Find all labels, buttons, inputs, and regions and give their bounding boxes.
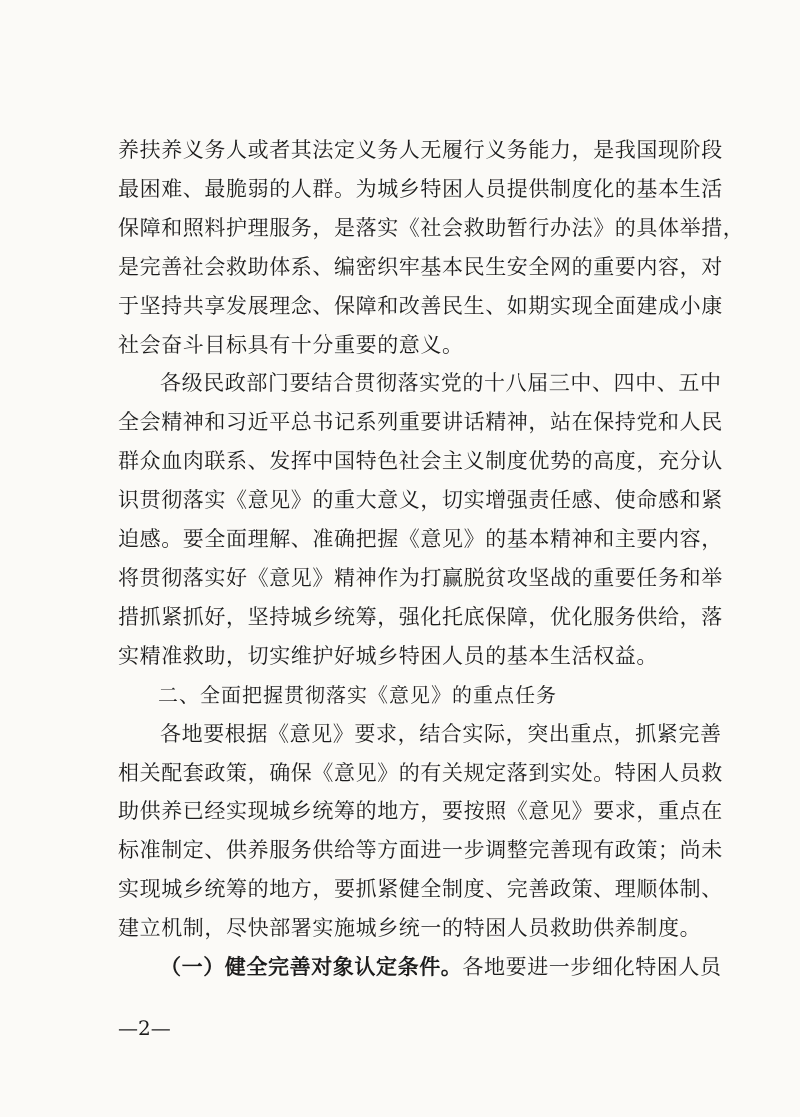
paragraph-2 bbox=[118, 364, 723, 675]
text-line: 标准制定、供养服务供给等方面进一步调整完善现有政策；尚未 bbox=[118, 838, 723, 863]
page-number: —2— bbox=[118, 1016, 171, 1040]
text-line: 全会精神和习近平总书记系列重要讲话精神，站在保持党和人民 bbox=[118, 410, 723, 435]
text-line: 实精准救助，切实维护好城乡特困人员的基本生活权益。 bbox=[118, 643, 658, 668]
text-line: 建立机制，尽快部署实施城乡统一的特困人员救助供养制度。 bbox=[118, 916, 702, 941]
text-line: 保障和照料护理服务，是落实《社会救助暂行办法》的具体举措， bbox=[118, 215, 745, 240]
text-line: 养扶养义务人或者其法定义务人无履行义务能力，是我国现阶段 bbox=[118, 138, 723, 162]
text-line: 助供养已经实现城乡统筹的地方，要按照《意见》要求，重点在 bbox=[118, 799, 723, 824]
paragraph-3 bbox=[118, 715, 723, 948]
text-line: 社会奋斗目标具有十分重要的意义。 bbox=[118, 332, 464, 357]
text-line: 相关配套政策，确保《意见》的有关规定落到实处。特困人员救 bbox=[118, 760, 723, 785]
text-line: 实现城乡统筹的地方，要抓紧健全制度、完善政策、理顺体制、 bbox=[118, 877, 723, 902]
text-line: 各级民政部门要结合贯彻落实党的十八届三中、四中、五中 bbox=[160, 371, 722, 396]
text-line: 最困难、最脆弱的人群。为城乡特困人员提供制度化的基本生活 bbox=[118, 176, 723, 201]
subsection-lead: （一）健全完善对象认定条件。 bbox=[160, 955, 463, 980]
text-line bbox=[118, 948, 722, 987]
paragraph-1 bbox=[118, 131, 745, 364]
text-line: 措抓紧抓好，坚持城乡统筹，强化托底保障，优化服务供给，落 bbox=[118, 604, 723, 629]
document-body bbox=[118, 131, 745, 987]
text-line: 迫感。要全面理解、准确把握《意见》的基本精神和主要内容， bbox=[118, 527, 723, 552]
paragraph-4-text: 各地要进一步细化特困人员 bbox=[462, 955, 722, 980]
text-line: 识贯彻落实《意见》的重大意义，切实增强责任感、使命感和紧 bbox=[118, 488, 723, 513]
paragraph-4 bbox=[118, 948, 722, 987]
text-line: 群众血肉联系、发挥中国特色社会主义制度优势的高度，充分认 bbox=[118, 449, 723, 474]
text-line: 是完善社会救助体系、编密织牢基本民生安全网的重要内容，对 bbox=[118, 254, 723, 279]
text-line: 各地要根据《意见》要求，结合实际，突出重点，抓紧完善 bbox=[160, 721, 722, 746]
section-heading: 二、全面把握贯彻落实《意见》的重点任务 bbox=[158, 682, 557, 707]
text-line: 于坚持共享发展理念、保障和改善民生、如期实现全面建成小康 bbox=[118, 293, 723, 318]
text-line: 将贯彻落实好《意见》精神作为打赢脱贫攻坚战的重要任务和举 bbox=[118, 565, 723, 590]
